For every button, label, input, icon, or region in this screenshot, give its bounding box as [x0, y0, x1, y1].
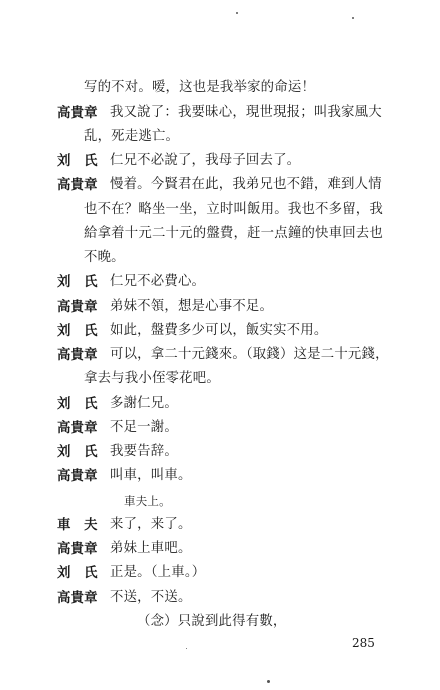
line-text: 拿去与我小侄零花吧。: [84, 371, 220, 386]
speaker-name: 刘 氏: [57, 565, 98, 581]
speaker-name: 高貴章: [57, 541, 98, 557]
line-text: 弟妹上車吧。: [110, 541, 192, 556]
scan-speck: [352, 17, 354, 19]
line-text: 不晚。: [84, 250, 125, 265]
line-text: 慢着。今賢君在此，我弟兄也不錯，难到人情: [110, 177, 382, 192]
speaker-name: 高貴章: [57, 347, 98, 363]
speaker-name: 高貴章: [57, 177, 98, 193]
line-text: 如此，盤費多少可以，飯实实不用。: [110, 323, 328, 338]
line-text: 不送，不送。: [110, 590, 192, 605]
line-text: 仁兄不必費心。: [110, 274, 206, 289]
speaker-name: 高貴章: [57, 420, 98, 436]
speaker-name: 刘 氏: [57, 153, 98, 169]
speaker-name: 刘 氏: [57, 274, 98, 290]
line-text: 可以，拿二十元錢來。（取錢）这是二十元錢，: [110, 347, 389, 362]
speaker-name: 高貴章: [57, 468, 98, 484]
line-text: 不足一謝。: [110, 420, 178, 435]
speaker-name: 高貴章: [57, 105, 98, 121]
speaker-name: 刘 氏: [57, 444, 98, 460]
line-text: 多謝仁兄。: [110, 396, 178, 411]
speaker-name: 刘 氏: [57, 396, 98, 412]
line-text: 来了，来了。: [110, 517, 192, 532]
line-text: 弟妹不領，想是心事不足。: [110, 299, 274, 314]
line-text: 也不在？略坐一坐，立时叫飯用。我也不多留，我: [84, 202, 383, 217]
scan-speck: [186, 648, 187, 649]
speaker-name: 高貴章: [57, 590, 98, 606]
speaker-name: 高貴章: [57, 299, 98, 315]
line-text: （念）只說到此得有數，: [137, 614, 287, 629]
speaker-name: 刘 氏: [57, 323, 98, 339]
line-text: 我要告辞。: [110, 444, 178, 459]
scan-speck: [267, 680, 270, 683]
line-text: 仁兄不必說了，我母子回去了。: [110, 153, 301, 168]
line-text: 乱，死走逃亡。: [84, 129, 180, 144]
scan-speck: [236, 12, 238, 14]
line-text: 正是。（上車。）: [110, 565, 206, 580]
page-number: 285: [352, 636, 375, 650]
line-text: 車夫上。: [124, 494, 171, 508]
line-text: 写的不对。嗳，这也是我举家的命运！: [84, 80, 316, 95]
line-text: 我又說了：我要昧心，現世現报；叫我家風大: [110, 105, 382, 120]
speaker-name: 車 夫: [57, 517, 98, 533]
line-text: 給拿着十元二十元的盤費，赶一点鐘的快車回去也: [84, 226, 383, 241]
line-text: 叫車，叫車。: [110, 468, 192, 483]
